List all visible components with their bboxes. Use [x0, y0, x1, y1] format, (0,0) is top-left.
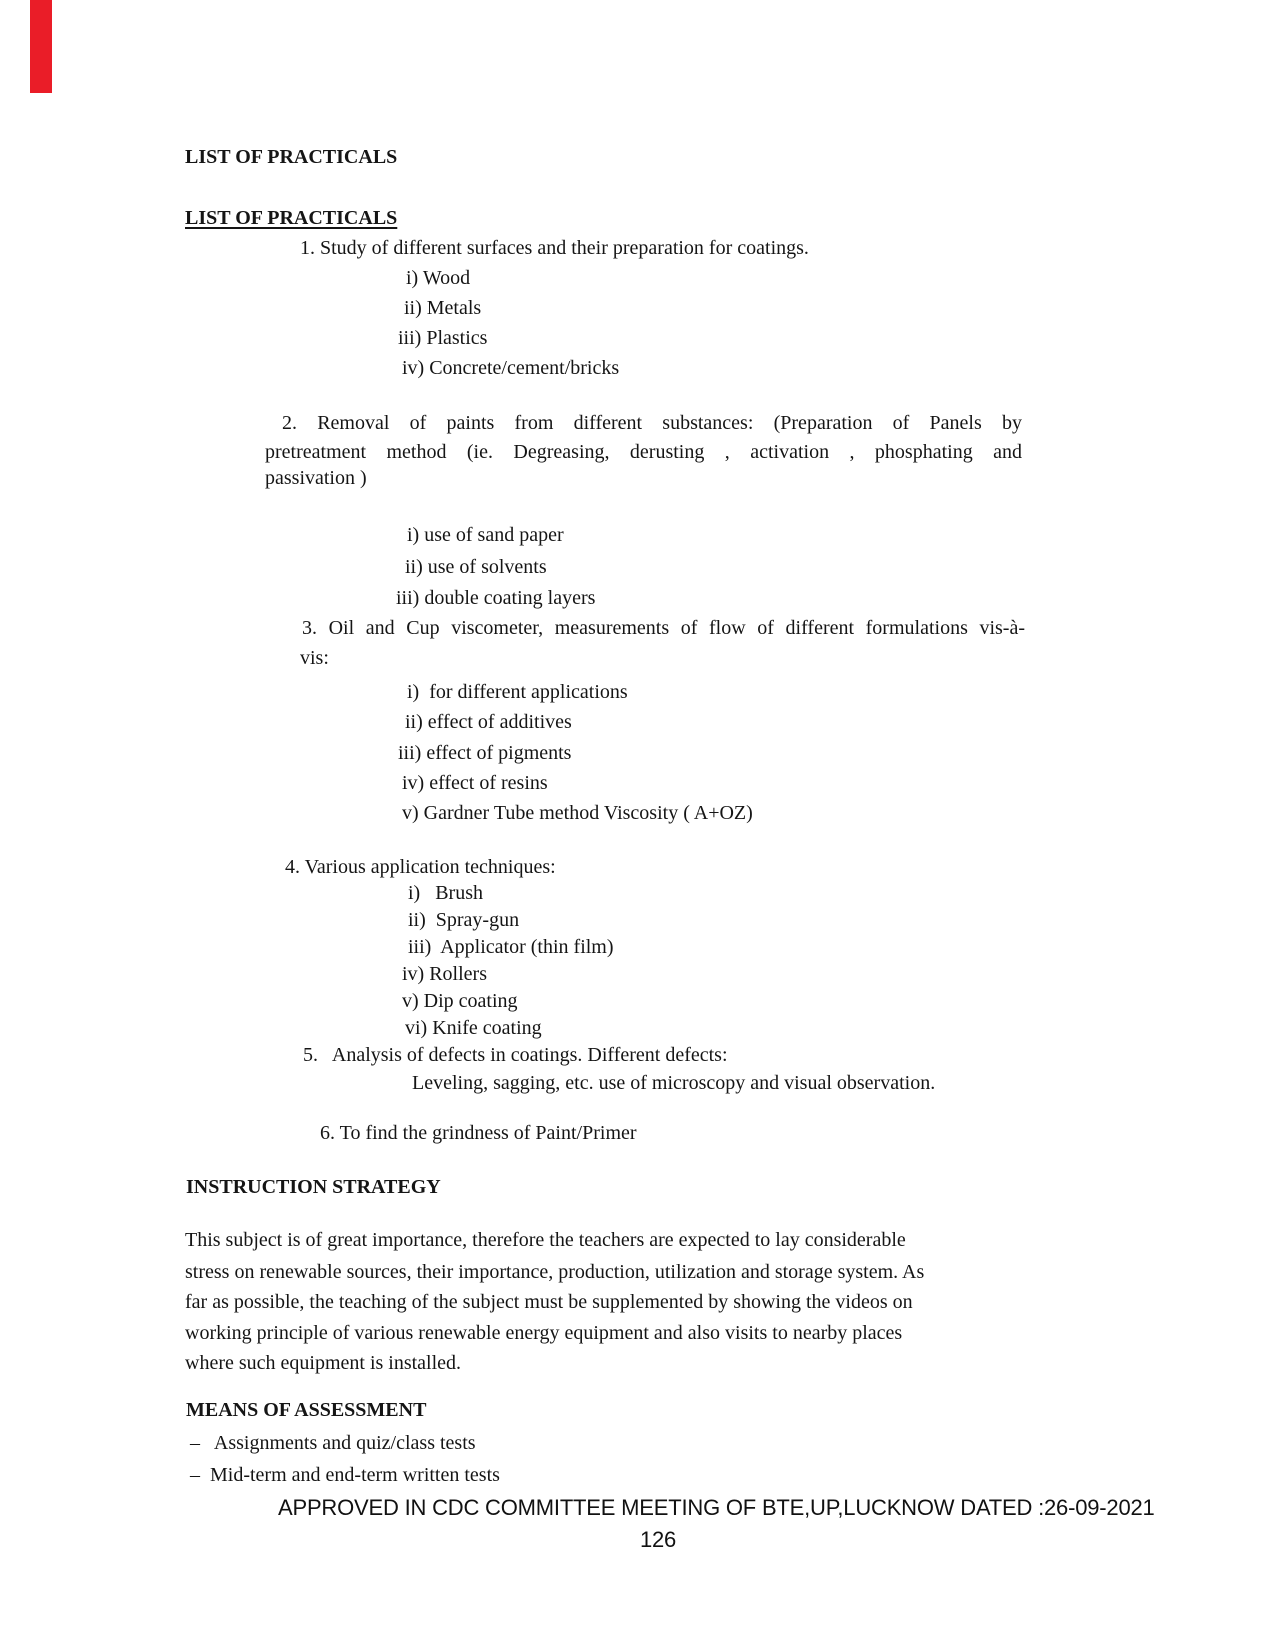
assessment-bullet-2: – Mid-term and end-term written tests	[190, 1464, 500, 1486]
practical-item-4-sub-v: v) Dip coating	[402, 990, 518, 1012]
practical-item-5: 5. Analysis of defects in coatings. Different defects:	[303, 1044, 728, 1066]
practical-item-2-sub-ii: ii) use of solvents	[405, 556, 547, 578]
practical-item-4-sub-iv: iv) Rollers	[402, 963, 487, 985]
practical-item-1: 1. Study of different surfaces and their preparation for coatings.	[300, 237, 809, 259]
practical-item-2-line-3: passivation )	[265, 467, 367, 489]
assessment-bullet-1: – Assignments and quiz/class tests	[190, 1432, 476, 1454]
practical-item-4-sub-iii: iii) Applicator (thin film)	[408, 936, 614, 958]
practicals-title-underlined: LIST OF PRACTICALS	[185, 207, 398, 229]
practical-item-3-sub-v: v) Gardner Tube method Viscosity ( A+OZ)	[402, 802, 753, 824]
practical-item-3-sub-i: i) for different applications	[407, 681, 628, 703]
practical-item-3-sub-iv: iv) effect of resins	[402, 772, 548, 794]
practicals-title: LIST OF PRACTICALS	[185, 146, 398, 168]
practical-item-1-sub-iii: iii) Plastics	[398, 327, 488, 349]
footer-page-number: 126	[639, 1527, 677, 1552]
instruction-paragraph-line-3: far as possible, the teaching of the subject must be supplemented by showing the videos on	[185, 1291, 913, 1313]
practical-item-4: 4. Various application techniques:	[285, 856, 556, 878]
means-of-assessment-heading: MEANS OF ASSESSMENT	[186, 1399, 427, 1421]
practical-item-5-detail: Leveling, sagging, etc. use of microscopy and visual observation.	[412, 1072, 936, 1094]
practical-item-1-sub-i: i) Wood	[406, 267, 471, 289]
practical-item-4-sub-ii: ii) Spray-gun	[408, 909, 520, 931]
practical-item-3-line-2: vis:	[300, 647, 329, 669]
practical-item-2-line-2: pretreatment method (ie. Degreasing, derusting , activation , phosphating and	[265, 441, 1022, 463]
instruction-paragraph-line-1: This subject is of great importance, therefore the teachers are expected to lay considerable	[185, 1229, 906, 1251]
practical-item-6: 6. To find the grindness of Paint/Primer	[320, 1122, 637, 1144]
instruction-paragraph-line-2: stress on renewable sources, their importance, production, utilization and storage system. As	[185, 1261, 925, 1283]
practical-item-3-sub-ii: ii) effect of additives	[405, 711, 572, 733]
practical-item-2-line-1: 2. Removal of paints from different substances: (Preparation of Panels by	[282, 412, 1022, 434]
instruction-strategy-heading: INSTRUCTION STRATEGY	[186, 1176, 441, 1198]
practical-item-2-sub-i: i) use of sand paper	[407, 524, 564, 546]
practical-item-4-sub-i: i) Brush	[408, 882, 483, 904]
practical-item-1-sub-iv: iv) Concrete/cement/bricks	[402, 357, 620, 379]
instruction-paragraph-line-4: working principle of various renewable energy equipment and also visits to nearby places	[185, 1322, 903, 1344]
practical-item-2-sub-iii: iii) double coating layers	[396, 587, 596, 609]
practical-item-3-sub-iii: iii) effect of pigments	[398, 742, 572, 764]
footer-approved-line: APPROVED IN CDC COMMITTEE MEETING OF BTE,UP,LUCKNOW DATED :26-09-2021	[278, 1495, 1155, 1520]
practical-item-4-sub-vi: vi) Knife coating	[405, 1017, 542, 1039]
practical-item-1-sub-ii: ii) Metals	[404, 297, 482, 319]
practical-item-3-line-1: 3. Oil and Cup viscometer, measurements of flow of different formulations vis-à-	[302, 617, 1025, 639]
red-scan-mark	[30, 0, 52, 93]
instruction-paragraph-line-5: where such equipment is installed.	[185, 1352, 462, 1374]
